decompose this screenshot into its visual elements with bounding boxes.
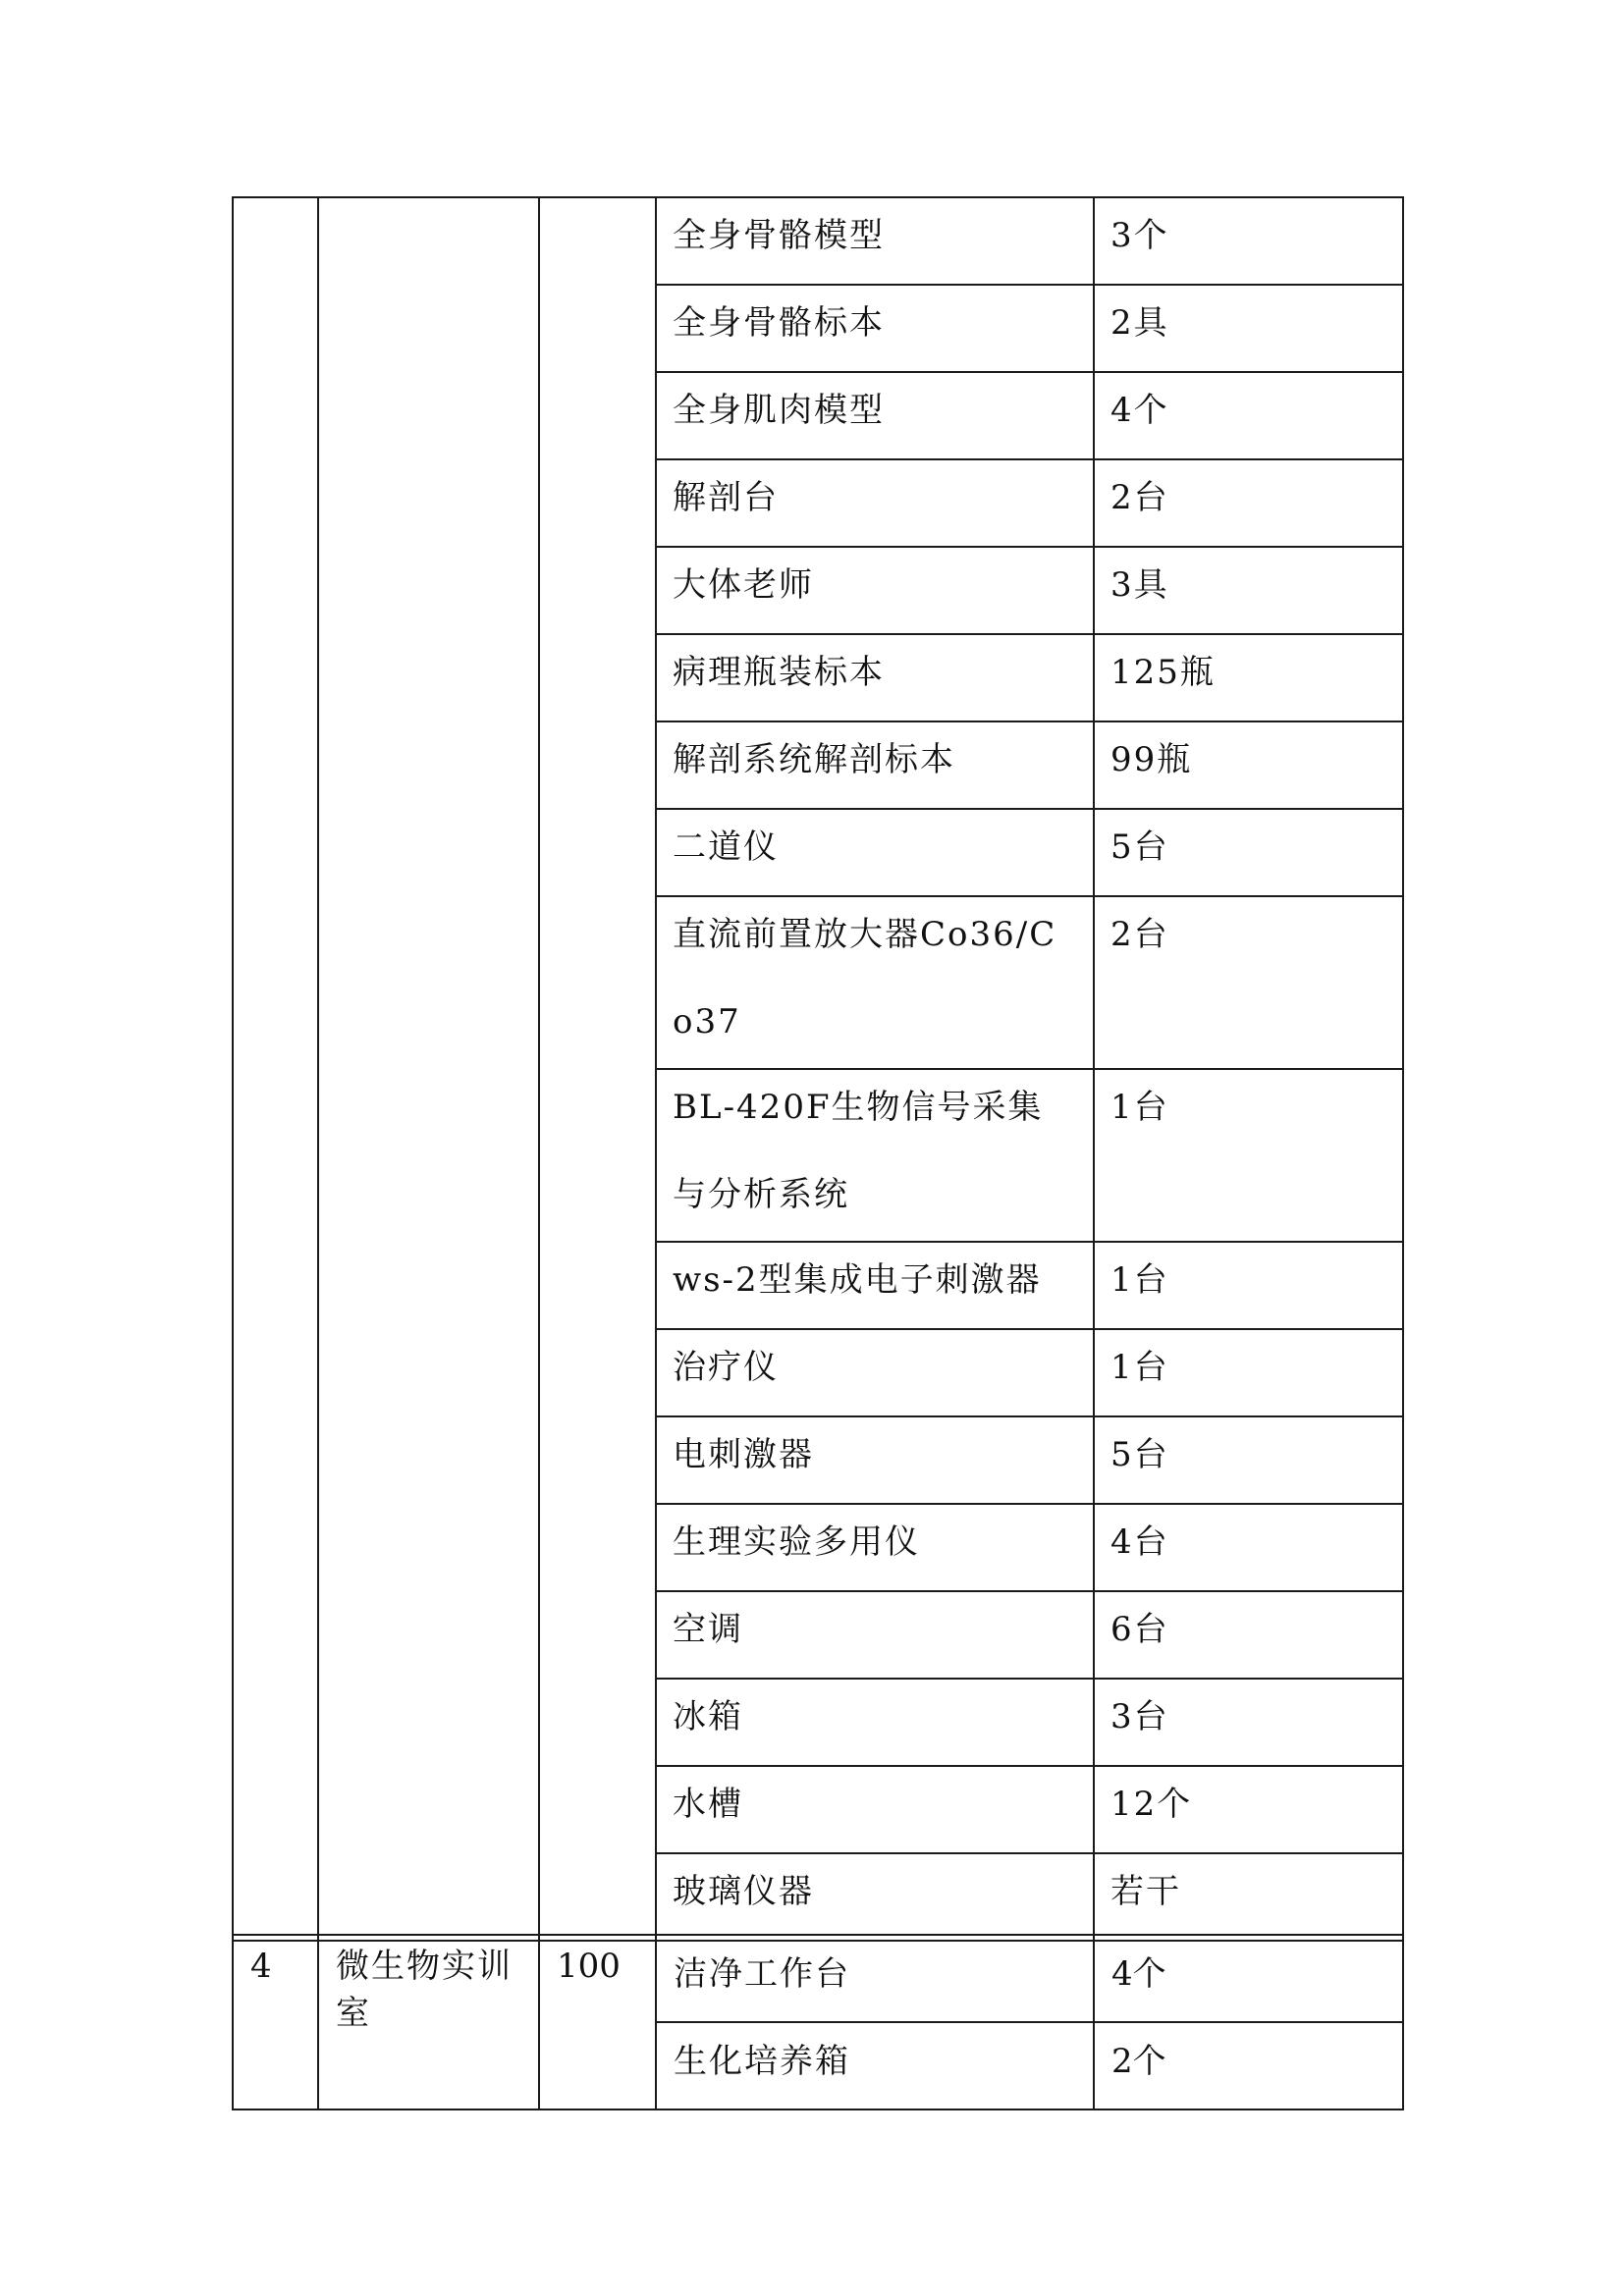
index-cell	[233, 1935, 318, 2109]
quantity-cell	[1094, 896, 1403, 1069]
equipment-name: 洁净工作台	[674, 1954, 850, 1994]
equipment-name: 直流前置放大器Co36/Co37	[673, 915, 1057, 1041]
equipment-name: 解剖系统解剖标本	[673, 740, 955, 779]
equipment-name: 大体老师	[673, 565, 814, 605]
equipment-name: 冰箱	[673, 1697, 743, 1736]
equipment-name: 全身骨骼标本	[673, 303, 885, 343]
equipment-name-cell	[656, 896, 1094, 1069]
equipment-quantity: 4台	[1110, 1522, 1169, 1562]
equipment-quantity: 6台	[1110, 1610, 1169, 1649]
equipment-name: 空调	[673, 1610, 743, 1649]
equipment-name: ws-2型集成电子刺激器	[673, 1260, 1042, 1300]
lab-area: 100	[557, 1947, 621, 1986]
equipment-name: 病理瓶装标本	[673, 653, 885, 692]
equipment-quantity: 1台	[1110, 1088, 1169, 1127]
lab-name-cell	[318, 1935, 539, 2109]
equipment-name: 生理实验多用仪	[673, 1522, 920, 1562]
area-cell-empty	[539, 197, 656, 1941]
equipment-quantity: 2台	[1110, 915, 1169, 954]
equipment-name: 水槽	[673, 1785, 743, 1824]
equipment-name: 电刺激器	[673, 1435, 814, 1474]
area-cell	[539, 1935, 656, 2109]
index-cell-empty	[233, 197, 318, 1941]
lab4-table	[232, 1934, 1404, 2110]
equipment-quantity: 2台	[1110, 478, 1169, 517]
quantity-cell	[1094, 1069, 1403, 1242]
equipment-quantity: 4个	[1110, 391, 1169, 430]
equipment-name: 二道仪	[673, 828, 779, 867]
equipment-quantity: 4个	[1111, 1954, 1166, 1994]
equipment-quantity: 1台	[1110, 1348, 1169, 1387]
equipment-quantity: 3具	[1110, 565, 1169, 605]
equipment-name: 解剖台	[673, 478, 779, 517]
equipment-quantity: 12个	[1110, 1785, 1193, 1824]
equipment-name: 玻璃仪器	[673, 1872, 814, 1911]
equipment-quantity: 2具	[1110, 303, 1169, 343]
equipment-quantity: 1台	[1110, 1260, 1169, 1300]
quantity-cell	[1094, 2022, 1403, 2109]
equipment-quantity: 125瓶	[1110, 653, 1216, 692]
equipment-name-cell	[656, 2022, 1094, 2109]
equipment-quantity: 5台	[1110, 828, 1169, 867]
lab-index: 4	[250, 1947, 272, 1986]
equipment-name-cell	[656, 1242, 1094, 1329]
equipment-name: 全身骨骼模型	[673, 216, 885, 255]
equipment-name: BL-420F生物信号采集与分析系统	[673, 1088, 1044, 1214]
equipment-quantity: 3台	[1110, 1697, 1169, 1736]
equipment-quantity: 2个	[1111, 2042, 1166, 2081]
equipment-name: 治疗仪	[673, 1348, 779, 1387]
equipment-name: 全身肌肉模型	[673, 391, 885, 430]
equipment-name: 生化培养箱	[674, 2042, 850, 2081]
equipment-quantity: 99瓶	[1110, 740, 1193, 779]
equipment-table	[232, 196, 1404, 1942]
equipment-quantity: 5台	[1110, 1435, 1169, 1474]
equipment-quantity: 3个	[1110, 216, 1169, 255]
lab-name: 微生物实训室	[336, 1947, 513, 2033]
equipment-quantity: 若干	[1110, 1872, 1181, 1911]
equipment-name-cell	[656, 1069, 1094, 1242]
lab-name-cell-empty	[318, 197, 539, 1941]
